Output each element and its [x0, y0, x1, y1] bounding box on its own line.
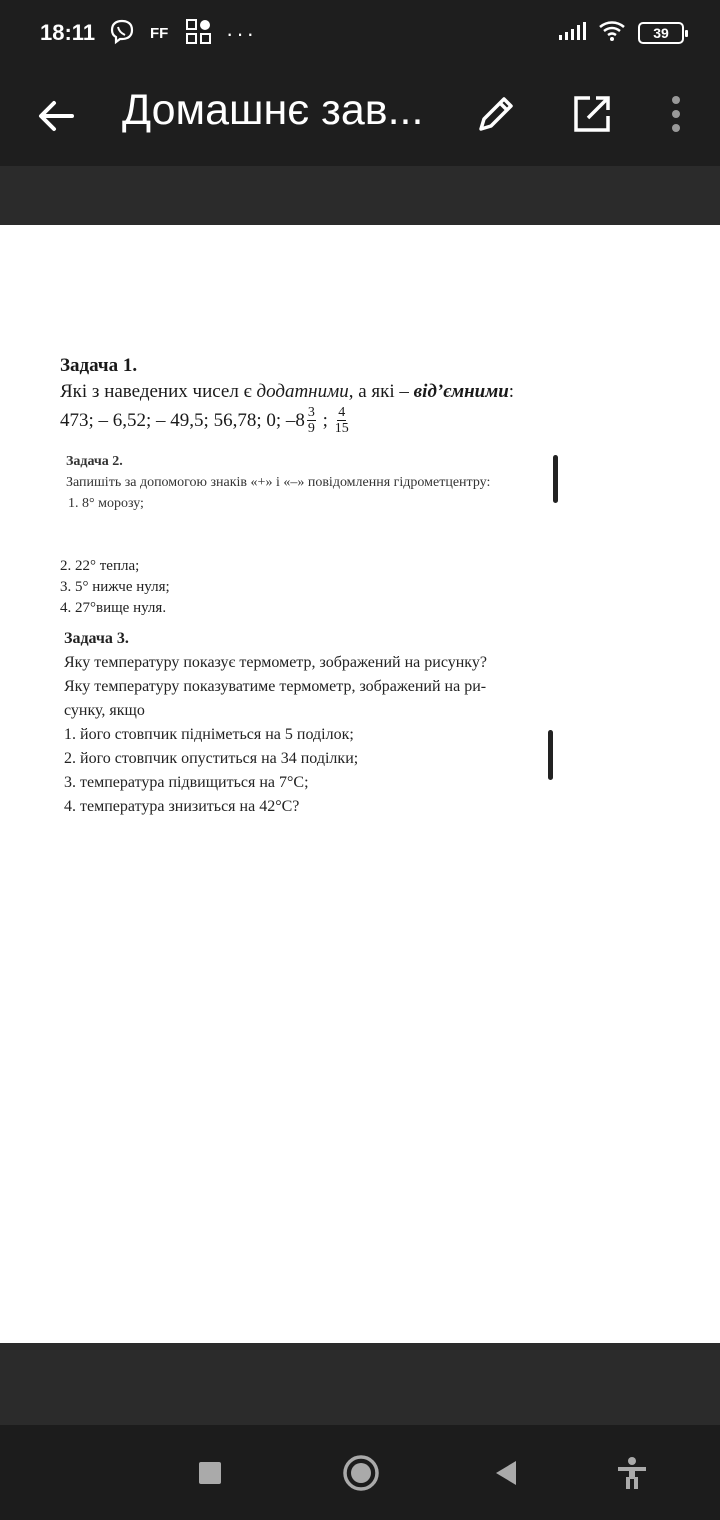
task-1-title: Задача 1. — [60, 355, 138, 376]
ff-icon — [150, 22, 172, 46]
task-2-title: Задача 2. — [66, 454, 123, 469]
task-3-item: 3. температура підвищиться на 7°С; — [64, 774, 309, 791]
task-3-item: 4. температура знизиться на 42°С? — [64, 798, 300, 815]
edit-pencil-icon[interactable] — [472, 90, 520, 138]
task-2-item: 4. 27°вище нуля. — [60, 600, 167, 616]
task-1-negative: від’ємними — [413, 381, 509, 402]
task-2-text: Запишіть за допомогою знаків «+» і «–» повідомлення гідрометцентру: — [66, 475, 491, 490]
svg-text:FF: FF — [150, 25, 169, 42]
viber-icon — [108, 18, 136, 50]
status-notification-icons — [108, 18, 257, 50]
task-1-question — [60, 379, 560, 405]
task-3 — [64, 627, 554, 819]
status-time: 18:11 — [40, 20, 96, 45]
task-1-positive: додатними — [256, 381, 349, 402]
fraction-denominator: 15 — [334, 421, 349, 436]
task-2-item: 1. 8° морозу; — [68, 496, 144, 511]
task-3-item: 2. його стовпчик опуститься на 34 поділки; — [64, 750, 359, 767]
back-arrow-icon[interactable] — [34, 94, 78, 138]
number-list: 473; – 6,52; – 49,5; 56,78; 0; –8 — [60, 409, 305, 431]
task-3-line: Яку температуру показує термометр, зображений на рисунку? — [64, 654, 487, 671]
viewer-bottom-bar — [0, 1343, 720, 1425]
recents-square-icon[interactable] — [192, 1455, 228, 1491]
document-title: Домашнє зав... — [122, 86, 424, 134]
more-notifications-dots: ··· — [226, 21, 257, 46]
scan-edge-mark — [548, 730, 553, 780]
fraction-3-9 — [307, 405, 316, 436]
document-page[interactable] — [0, 225, 720, 1343]
task-2-item: 3. 5° нижче нуля; — [60, 579, 170, 595]
accessibility-icon[interactable] — [614, 1455, 650, 1491]
task-3-line: сунку, якщо — [64, 702, 145, 719]
battery-indicator: 39 — [638, 22, 684, 44]
scan-edge-mark — [553, 455, 558, 503]
task-1-text: Які з наведених чисел є — [60, 381, 257, 402]
task-1-colon: : — [508, 381, 515, 402]
task-1 — [60, 353, 560, 436]
status-system-icons — [558, 20, 684, 46]
fraction-4-15 — [335, 405, 349, 436]
task-3-title: Задача 3. — [64, 630, 129, 647]
fraction-numerator: 3 — [307, 405, 315, 420]
fraction-denominator: 9 — [307, 421, 315, 436]
wifi-icon — [598, 20, 626, 46]
back-triangle-icon[interactable] — [490, 1455, 526, 1491]
task-2-item: 2. 22° тепла; — [60, 558, 140, 574]
fraction-numerator: 4 — [338, 405, 346, 420]
apps-icon — [186, 19, 212, 49]
more-vert-icon[interactable] — [660, 90, 692, 138]
app-bar — [0, 68, 720, 166]
task-1-text: , а які – — [348, 381, 414, 402]
open-external-icon[interactable] — [568, 90, 616, 138]
system-navigation-bar — [0, 1425, 720, 1520]
home-circle-icon[interactable] — [341, 1453, 381, 1493]
task-1-numbers — [60, 405, 560, 436]
task-3-line: Яку температуру показуватиме термометр, зображений на ри- — [64, 678, 487, 695]
signal-icon — [558, 21, 586, 45]
separator: ; — [317, 409, 333, 431]
task-3-item: 1. його стовпчик підніметься на 5 поділок; — [64, 726, 354, 743]
status-bar — [0, 0, 720, 68]
task-2-list — [60, 556, 170, 619]
task-2 — [66, 451, 556, 514]
